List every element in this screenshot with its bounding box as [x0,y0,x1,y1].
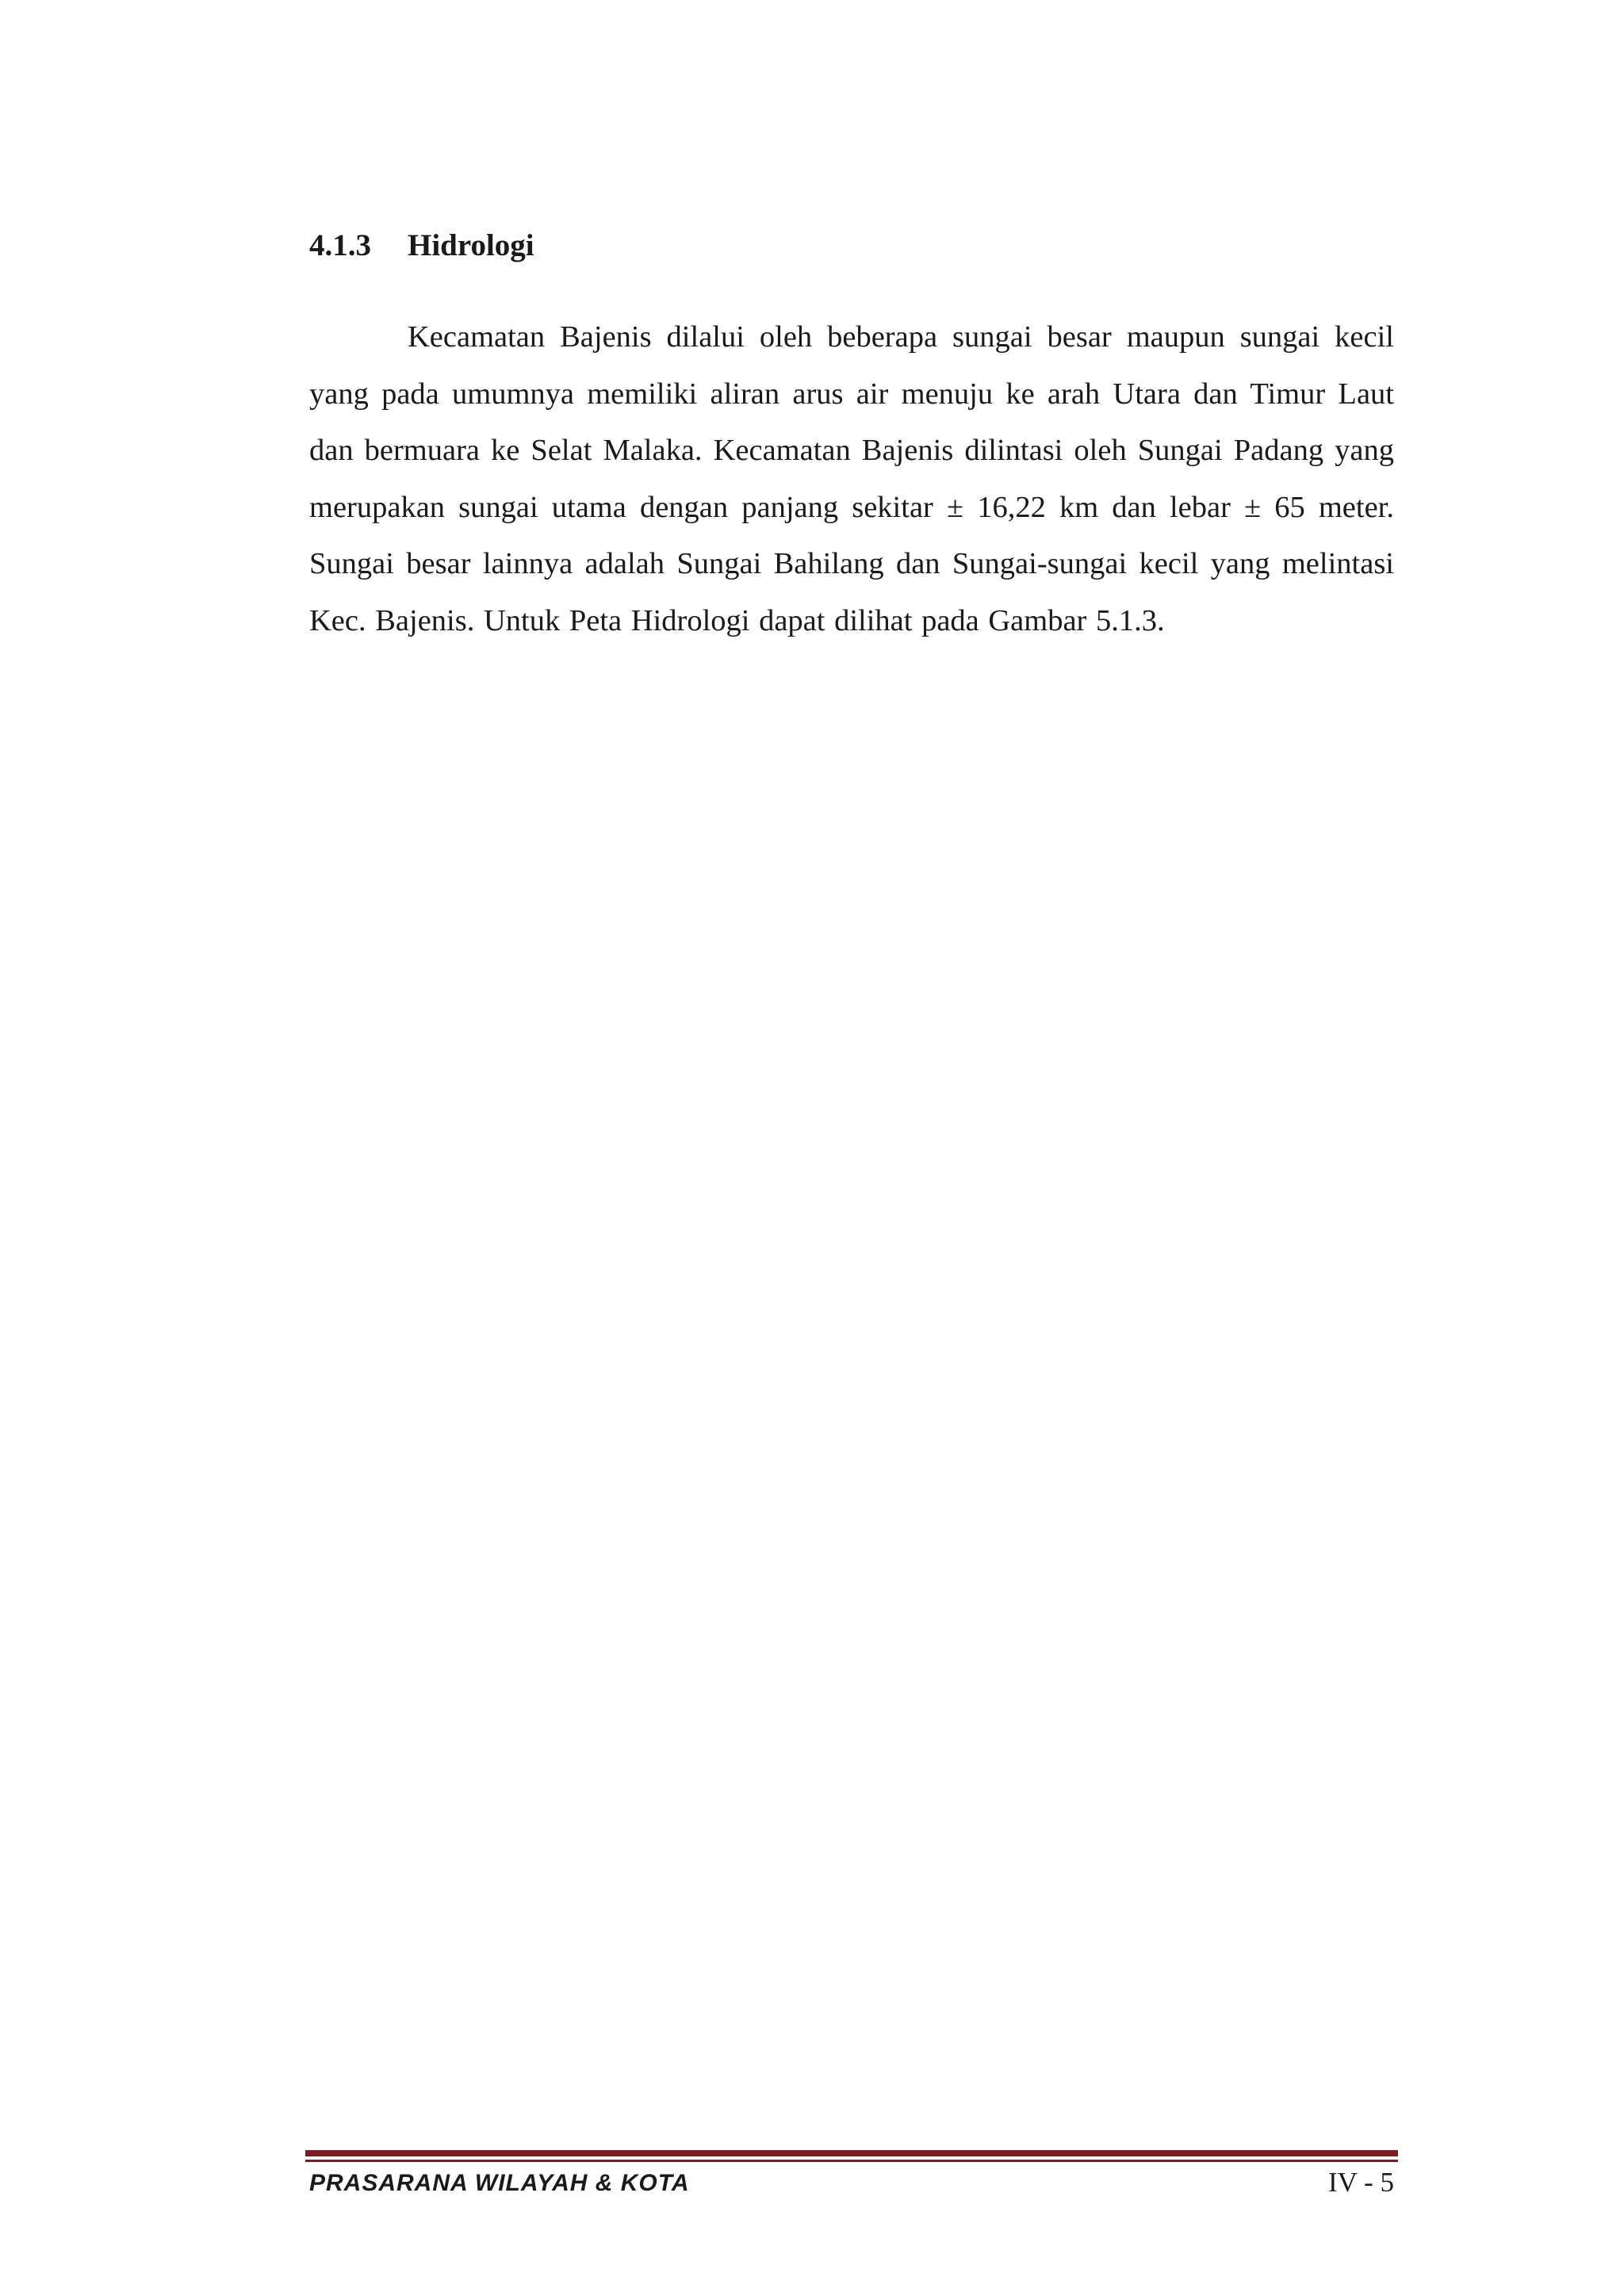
section-number: 4.1.3 [309,228,371,262]
footer-rule-thick [305,2150,1398,2156]
section-title: Hidrologi [408,228,534,262]
section-heading [309,226,534,266]
body-paragraph: Kecamatan Bajenis dilalui oleh beberapa sungai besar maupun sungai kecil yang pada umumnya memiliki aliran arus air menuju ke arah Utara dan Timur Laut dan bermuara ke Selat Malaka. Kecamatan Bajenis dilintasi oleh Sungai Padang yang merupakan sungai utama dengan panjang sekitar ± 16,22 km dan lebar ± 65 meter. Sungai besar lainnya adalah Sungai Bahilang dan Sungai-sungai kecil yang melintasi Kec. Bajenis. Untuk Peta Hidrologi dapat dilihat pada Gambar 5.1.3. [309,320,1394,637]
page-number: IV - 5 [1328,2167,1394,2198]
footer-title: PRASARANA WILAYAH & KOTA [309,2170,690,2196]
footer-rule-thin [305,2160,1398,2162]
